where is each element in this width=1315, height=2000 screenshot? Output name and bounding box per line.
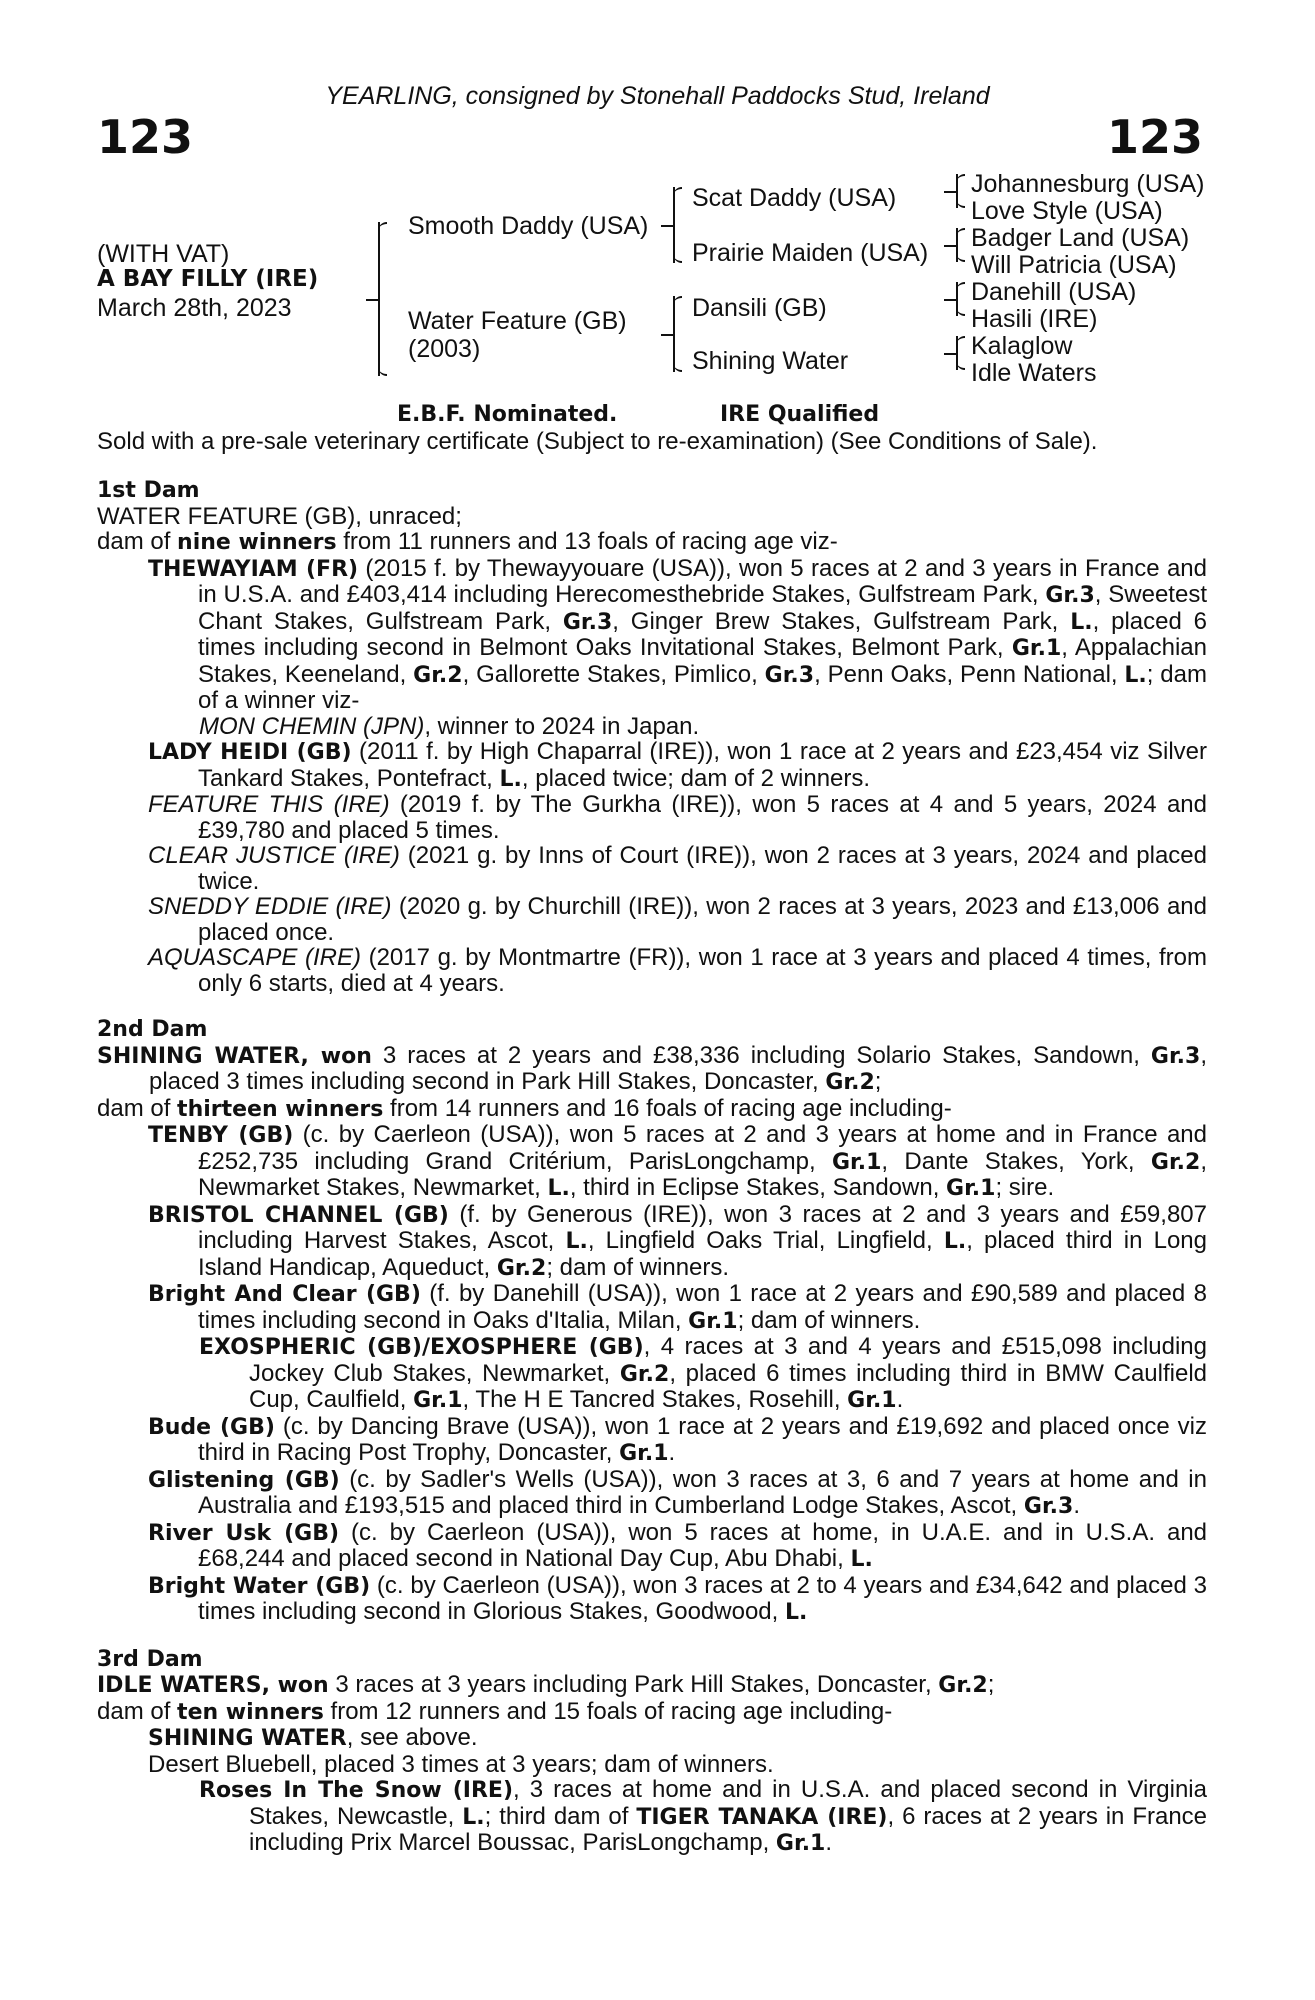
text-run: , Dante Stakes, York, (881, 1147, 1151, 1175)
bold-text: BRISTOL CHANNEL (GB) (148, 1202, 449, 1228)
bold-text: L. (1070, 609, 1093, 635)
pedigree-sire-dam: Prairie Maiden (USA) (692, 239, 929, 267)
vat-note: (WITH VAT) (97, 240, 230, 268)
text-run: , placed 3 times including second in Park Hill Stakes, Doncaster, (149, 1041, 1207, 1095)
consignment-line: YEARLING, consigned by Stonehall Paddocks Stud, Ireland (325, 82, 990, 110)
bold-text: THEWAYIAM (FR) (148, 556, 359, 582)
produce-entry (97, 1122, 1207, 1202)
italic-text: FEATURE THIS (IRE) (148, 791, 390, 818)
text-run: , The H E Tancred Stakes, Rosehill, (462, 1386, 848, 1413)
pedigree-brace-sire (673, 187, 686, 263)
text-run: ; third dam of (484, 1802, 637, 1830)
bold-text: Gr.1 (847, 1388, 897, 1413)
second-dam-summary: dam of thirteen winners from 14 runners and 16 foals of racing age including- (97, 1094, 952, 1122)
produce-entry (97, 1334, 1207, 1414)
text-run: . (896, 1386, 904, 1413)
second-dam-intro (97, 1043, 1207, 1096)
text-run: , Gallorette Stakes, Pimlico, (462, 660, 765, 688)
text-run: , placed third in Long Island Handicap, Aqueduct, (198, 1227, 1208, 1281)
bold-text: IDLE WATERS, won (97, 1673, 329, 1698)
bold-text: Bright Water (GB) (148, 1573, 371, 1599)
bold-text: Gr.1 (619, 1441, 669, 1466)
pedigree-brace-g78 (956, 336, 969, 370)
bold-text: Gr.1 (413, 1388, 463, 1413)
bold-text: River Usk (GB) (148, 1520, 340, 1546)
bold-text: Gr.1 (831, 1149, 882, 1175)
text-run: (2019 f. by The Gurkha (IRE)), won 5 races at 4 and 5 years, 2024 and £39,780 and placed 5 times. (198, 791, 1207, 844)
pedigree-dam-dam: Shining Water (692, 347, 849, 375)
ebf-nominated: E.B.F. Nominated. (397, 402, 618, 427)
text-run: . (825, 1829, 833, 1856)
pedigree-brace-main (378, 222, 391, 376)
pedigree-g5: Danehill (USA) (971, 278, 1137, 306)
bold-text: Gr.1 (775, 1831, 826, 1856)
bold-text: Glistening (GB) (148, 1467, 340, 1493)
second-dam-heading: 2nd Dam (97, 1017, 208, 1042)
produce-entry (97, 1725, 1207, 1752)
text-run: , Lingfield Oaks Trial, Lingfield, (587, 1227, 944, 1254)
bold-text: LADY HEIDI (GB) (148, 740, 352, 765)
text-run: , 4 races at 3 and 4 years and £515,098 including Jockey Club Stakes, Newmarket, (249, 1333, 1207, 1387)
third-dam-intro (97, 1672, 1207, 1699)
text-run: ; sire. (995, 1174, 1055, 1201)
ire-qualified: IRE Qualified (720, 402, 880, 427)
bold-text: L. (850, 1547, 873, 1572)
text-run: (c. by Caerleon (USA)), won 3 races at 2 to 4 years and £34,642 and placed 3 times including second in Glorious Stakes, Goodwood, (198, 1571, 1207, 1625)
text-run: (c. by Dancing Brave (USA)), won 1 race at 2 years and £19,692 and placed once viz third in Racing Post Trophy, Doncaster, (198, 1412, 1208, 1466)
bold-text: SHINING WATER, won (97, 1043, 372, 1069)
third-dam-summary: dam of ten winners from 12 runners and 15 foals of racing age including- (97, 1697, 893, 1725)
bold-text: Gr.2 (619, 1361, 670, 1387)
pedigree-g6: Hasili (IRE) (971, 305, 1098, 333)
bold-text: L. (499, 766, 522, 792)
text-run: , Newmarket Stakes, Newmarket, (198, 1147, 1207, 1201)
first-dam-summary: dam of nine winners from 11 runners and 13 foals of racing age viz- (97, 528, 838, 555)
text-run: , Sweetest Chant Stakes, Gulfstream Park, (198, 581, 1207, 635)
bold-text: L. (462, 1804, 485, 1830)
text-run: 3 races at 3 years including Park Hill Stakes, Doncaster, (328, 1671, 939, 1698)
text-run: Desert Bluebell, placed 3 times at 3 years; dam of winners. (148, 1750, 774, 1778)
produce-entry (97, 894, 1207, 945)
bold-text: Gr.2 (938, 1673, 988, 1698)
pedigree-g4: Will Patricia (USA) (971, 251, 1177, 279)
bold-text: Gr.3 (764, 662, 815, 688)
first-dam-heading: 1st Dam (97, 478, 200, 503)
bold-text: Gr.2 (413, 662, 463, 688)
text-run: 3 races at 2 years and £38,336 including Solario Stakes, Sandown, (371, 1041, 1151, 1069)
text-run: (c. by Caerleon (USA)), won 5 races at home, in U.A.E. and in U.S.A. and £68,244 and placed second in National Day Cup, Abu Dhabi, (198, 1518, 1208, 1572)
text-run: , winner to 2024 in Japan. (424, 712, 700, 740)
text-run: , third in Eclipse Stakes, Sandown, (569, 1174, 947, 1201)
pedigree-brace-dam (673, 296, 686, 372)
bold-text: Gr.3 (1045, 583, 1095, 608)
produce-entry (97, 714, 1207, 740)
pedigree-g2: Love Style (USA) (971, 197, 1163, 225)
pedigree-brace-g12 (956, 174, 969, 208)
pedigree-brace-g34 (956, 228, 969, 262)
pedigree-g8: Idle Waters (971, 359, 1097, 387)
winner-count: ten winners (177, 1699, 324, 1725)
bold-text: Bude (GB) (148, 1414, 275, 1440)
text-run: (2017 g. by Montmartre (FR)), won 1 race at 3 years and placed 4 times, from only 6 starts, died at 4 years. (198, 944, 1207, 997)
produce-entry (97, 1281, 1207, 1334)
produce-entry (97, 945, 1207, 996)
produce-entry (97, 556, 1207, 714)
text-run: , Penn Oaks, Penn National, (814, 660, 1125, 688)
text-run: ; dam of winners. (546, 1253, 730, 1281)
italic-text: AQUASCAPE (IRE) (148, 944, 361, 971)
text-run: (2015 f. by Thewayyouare (USA)), won 5 races at 2 and 3 years in France and in U.S.A. and £403,414 including Herecomesthebride Stakes, Gulfstream Park, (198, 554, 1207, 608)
bold-text: Gr.3 (1150, 1043, 1201, 1069)
text-run: (f. by Generous (IRE)), won 3 races at 2 and 3 years and £59,807 including Harvest Stakes, Ascot, (198, 1200, 1207, 1254)
bold-text: EXOSPHERIC (GB)/EXOSPHERE (GB) (199, 1335, 644, 1360)
text-run: (f. by Danehill (USA)), won 1 race at 2 years and £90,589 and placed 8 times including second in Oaks d'Italia, Milan, (198, 1280, 1207, 1334)
text-run: ; dam of winners. (737, 1306, 921, 1334)
text-run: (c. by Caerleon (USA)), won 5 races at 2 and 3 years at home and in France and £252,735 including Grand Critérium, ParisLongchamp, (198, 1121, 1207, 1175)
text-run: , placed 6 times including third in BMW Caulfield Cup, Caulfield, (249, 1359, 1208, 1413)
text-run: , placed 6 times including second in Belmont Oaks Invitational Stakes, Belmont Park, (198, 607, 1208, 661)
lot-number-right: 123 (1106, 110, 1203, 164)
bold-text: L. (565, 1229, 588, 1254)
vet-certificate-note: Sold with a pre-sale veterinary certificate (Subject to re-examination) (See Conditions of Sale). (97, 428, 1098, 455)
text-run: ; (987, 1671, 995, 1698)
first-dam-line: WATER FEATURE (GB), unraced; (97, 502, 462, 530)
produce-entry (97, 739, 1207, 792)
catalogue-body (97, 478, 1207, 1857)
bold-text: TIGER TANAKA (IRE) (636, 1804, 888, 1830)
text-run: , Ginger Brew Stakes, Gulfstream Park, (612, 607, 1071, 635)
produce-entry (97, 1202, 1207, 1282)
bold-text: Gr.1 (688, 1308, 738, 1334)
produce-entry (97, 1752, 1207, 1778)
bold-text: Bright And Clear (GB) (148, 1282, 421, 1307)
bold-text: TENBY (GB) (148, 1123, 294, 1148)
bold-text: Gr.1 (946, 1176, 996, 1201)
produce-entry (97, 792, 1207, 843)
pedigree-brace-g56 (956, 282, 969, 316)
bold-text: Gr.2 (1150, 1149, 1201, 1175)
bold-text: Gr.3 (1023, 1494, 1074, 1519)
horse-name: A BAY FILLY (IRE) (97, 266, 319, 292)
produce-entry (97, 843, 1207, 894)
bold-text: Gr.2 (825, 1070, 875, 1095)
pedigree-sire-sire: Scat Daddy (USA) (692, 184, 897, 212)
text-run: , Appalachian Stakes, Keeneland, (198, 634, 1207, 688)
bold-text: L. (784, 1600, 808, 1625)
bold-text: L. (547, 1176, 570, 1201)
bold-text: Gr.1 (1011, 636, 1062, 661)
bold-text: Gr.3 (562, 609, 613, 635)
bold-text: SHINING WATER (148, 1726, 347, 1751)
pedigree-dam-sire: Dansili (GB) (692, 294, 827, 322)
pedigree-g3: Badger Land (USA) (971, 224, 1190, 252)
bold-text: Roses In The Snow (IRE) (199, 1778, 514, 1803)
text-run: (c. by Sadler's Wells (USA)), won 3 races at 3, 6 and 7 years at home and in Australia and £193,515 and placed third in Cumberland Lodge Stakes, Ascot, (198, 1465, 1207, 1519)
bold-text: Gr.2 (496, 1255, 547, 1281)
lot-number-left: 123 (97, 110, 194, 164)
text-run: , placed twice; dam of 2 winners. (521, 764, 871, 792)
produce-entry (97, 1467, 1207, 1520)
text-run: . (668, 1439, 676, 1466)
text-run: , 3 races at home and in U.S.A. and placed second in Virginia Stakes, Newcastle, (249, 1776, 1207, 1830)
third-dam-heading: 3rd Dam (97, 1646, 203, 1672)
pedigree-g1: Johannesburg (USA) (971, 170, 1205, 198)
pedigree-dam: Water Feature (GB) (408, 307, 627, 335)
produce-entry (97, 1414, 1207, 1467)
text-run: (2011 f. by High Chaparral (IRE)), won 1 race at 2 years and £23,454 viz Silver Tankard Stakes, Pontefract, (198, 738, 1208, 792)
produce-entry (97, 1777, 1207, 1857)
text-run: , 6 races at 2 years in France including Prix Marcel Boussac, ParisLongchamp, (249, 1802, 1208, 1856)
foaling-date: March 28th, 2023 (97, 294, 292, 322)
text-run: , see above. (346, 1724, 478, 1751)
text-run: ; (874, 1068, 882, 1095)
text-run: . (1073, 1492, 1080, 1519)
bold-text: L. (1124, 662, 1147, 688)
italic-text: SNEDDY EDDIE (IRE) (148, 893, 392, 920)
produce-entry (97, 1573, 1207, 1626)
text-run: (2021 g. by Inns of Court (IRE)), won 2 races at 3 years, 2024 and placed twice. (198, 842, 1207, 895)
winner-count: nine winners (177, 530, 337, 555)
pedigree-sire: Smooth Daddy (USA) (408, 212, 649, 240)
winner-count: thirteen winners (177, 1096, 384, 1122)
pedigree-g7: Kalaglow (971, 332, 1073, 360)
text-run: (2020 g. by Churchill (IRE)), won 2 races at 3 years, 2023 and £13,006 and placed once. (198, 893, 1208, 946)
italic-text: CLEAR JUSTICE (IRE) (148, 842, 400, 869)
produce-entry (97, 1520, 1207, 1573)
italic-text: MON CHEMIN (JPN) (199, 712, 425, 740)
text-run: ; dam of a winner viz- (198, 660, 1207, 714)
bold-text: L. (943, 1229, 967, 1254)
pedigree-dam-year: (2003) (408, 335, 481, 363)
